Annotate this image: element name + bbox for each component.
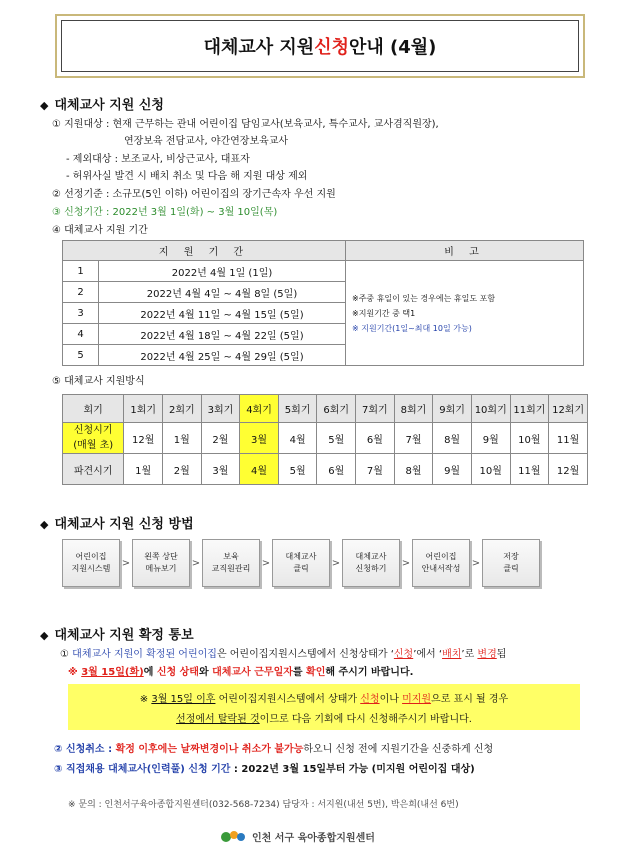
dispatch-time-label: 파견시기 [63,454,124,485]
apply-month: 9월 [471,423,510,454]
session-head: 2회기 [163,395,202,423]
criteria-line: ② 선정기준 : 소규모(5인 이하) 어린이집의 장기근속자 우선 지원 [52,189,336,200]
support-period-label: ④ 대체교사 지원 기간 [52,225,148,236]
apply-month: 10월 [510,423,549,454]
confirm-line-2: ※ 3월 15일(화)에 신청 상태와 대체교사 근무일자를 확인해 주시기 바랍니다. [68,667,414,678]
apply-month: 12월 [124,423,163,454]
apply-month: 5월 [317,423,356,454]
flow-arrow-icon: > [401,557,411,569]
dispatch-month: 2월 [163,454,202,485]
section-heading-apply: ◆ 대체교사 지원 신청 [40,98,164,113]
dispatch-month: 7월 [356,454,395,485]
apply-flow [62,539,540,587]
false-info-line: - 허위사실 발견 시 배치 취소 및 다음 해 지원 대상 제외 [66,171,308,182]
session-head: 1회기 [124,395,163,423]
table-header-period: 지 원 기 간 [63,241,346,261]
session-head: 10회기 [471,395,510,423]
apply-month: 3월 [240,423,279,454]
cancel-line: ② 신청취소 : 확정 이후에는 날짜변경이나 취소가 불가능하오니 신청 전에 지원기간을 신중하게 신청 [54,744,494,755]
dispatch-month: 3월 [201,454,240,485]
table-row: 4 2022년 4월 18일 ~ 4월 22일 (5일) [63,324,584,345]
apply-time-label: 신청시기 (매월 초) [63,423,124,454]
dispatch-month: 11월 [510,454,549,485]
flow-step: 어린이집 안내서작성 [412,539,470,587]
exclude-line: - 제외대상 : 보조교사, 비상근교사, 대표자 [66,154,250,165]
apply-month: 2월 [201,423,240,454]
apply-month: 4월 [278,423,317,454]
footer-logo: 인천 서구 육아종합지원센터 [220,828,375,844]
support-period-table [62,240,584,366]
target-line: ① 지원대상 : 현재 근무하는 관내 어린이집 담임교사(보육교사, 특수교사, 교사겸직원장), [52,119,439,130]
table-row: 1 2022년 4월 1일 (1일) ※주중 휴일이 있는 경우에는 휴일도 포함 ※지원기간 중 택1 ※ 지원기간(1일~최대 10일 가능) [63,261,584,282]
dispatch-month: 10월 [471,454,510,485]
session-header: 회기 [63,395,124,423]
session-head: 7회기 [356,395,395,423]
dispatch-month: 9월 [433,454,472,485]
dispatch-month: 1월 [124,454,163,485]
support-method-label: ⑤ 대체교사 지원방식 [52,376,145,387]
title-box [55,14,585,78]
flow-arrow-icon: > [471,557,481,569]
section-heading-method: ◆ 대체교사 지원 신청 방법 [40,517,194,532]
confirm-line-1: ① 대체교사 지원이 확정된 어린이집은 어린이집지원시스템에서 신청상태가 ‘신청’에서 ‘배치’로 변경됨 [60,649,507,660]
apply-month: 1월 [163,423,202,454]
flow-step: 왼쪽 상단 메뉴보기 [132,539,190,587]
dispatch-month: 6월 [317,454,356,485]
flow-arrow-icon: > [261,557,271,569]
session-head: 12회기 [549,395,588,423]
section-heading-confirm: ◆ 대체교사 지원 확정 통보 [40,628,194,643]
dispatch-month: 8월 [394,454,433,485]
warning-box: ※ 3월 15일 이후 어린이집지원시스템에서 상태가 신청이나 미지원으로 표시 될 경우 선정에서 탈락된 것이므로 다음 기회에 다시 신청해주시기 바랍니다. [68,684,580,730]
session-head: 3회기 [201,395,240,423]
note-cell: ※주중 휴일이 있는 경우에는 휴일도 포함 ※지원기간 중 택1 ※ 지원기간(1일~최대 10일 가능) [346,261,584,366]
apply-month: 6월 [356,423,395,454]
dispatch-month: 12월 [549,454,588,485]
contact-line: ※ 문의 : 인천서구육아종합지원센터(032-568-7234) 담당자 : 서지원(내선 5번), 박은희(내선 6번) [68,800,459,810]
flow-step: 저장 클릭 [482,539,540,587]
flow-step: 보육 교직원관리 [202,539,260,587]
dispatch-month: 4월 [240,454,279,485]
flow-step: 대체교사 신청하기 [342,539,400,587]
session-head: 5회기 [278,395,317,423]
flow-arrow-icon: > [121,557,131,569]
apply-month: 8월 [433,423,472,454]
session-head: 8회기 [394,395,433,423]
dispatch-month: 5월 [278,454,317,485]
table-header-note: 비 고 [346,241,584,261]
target-line-2: 연장보육 전담교사, 야간연장보육교사 [124,136,289,147]
apply-month: 7월 [394,423,433,454]
session-head: 9회기 [433,395,472,423]
flow-step: 대체교사 클릭 [272,539,330,587]
period-line: ③ 신청기간 : 2022년 3월 1일(화) ~ 3월 10일(목) [52,207,278,218]
center-logo-icon [220,828,246,844]
table-row: 3 2022년 4월 11일 ~ 4월 15일 (5일) [63,303,584,324]
flow-step: 어린이집 지원시스템 [62,539,120,587]
session-head: 6회기 [317,395,356,423]
flow-arrow-icon: > [191,557,201,569]
session-head: 4회기 [240,395,279,423]
flow-arrow-icon: > [331,557,341,569]
session-table [62,394,588,485]
apply-month: 11월 [549,423,588,454]
session-head: 11회기 [510,395,549,423]
table-row: 5 2022년 4월 25일 ~ 4월 29일 (5일) [63,345,584,366]
direct-hire-line: ③ 직접채용 대체교사(인력풀) 신청 기간 : 2022년 3월 15일부터 가능 (미지원 어린이집 대상) [54,764,475,775]
table-row: 2 2022년 4월 4일 ~ 4월 8일 (5일) [63,282,584,303]
page-title: 대체교사 지원 신청 안내 (4월) [61,20,579,72]
